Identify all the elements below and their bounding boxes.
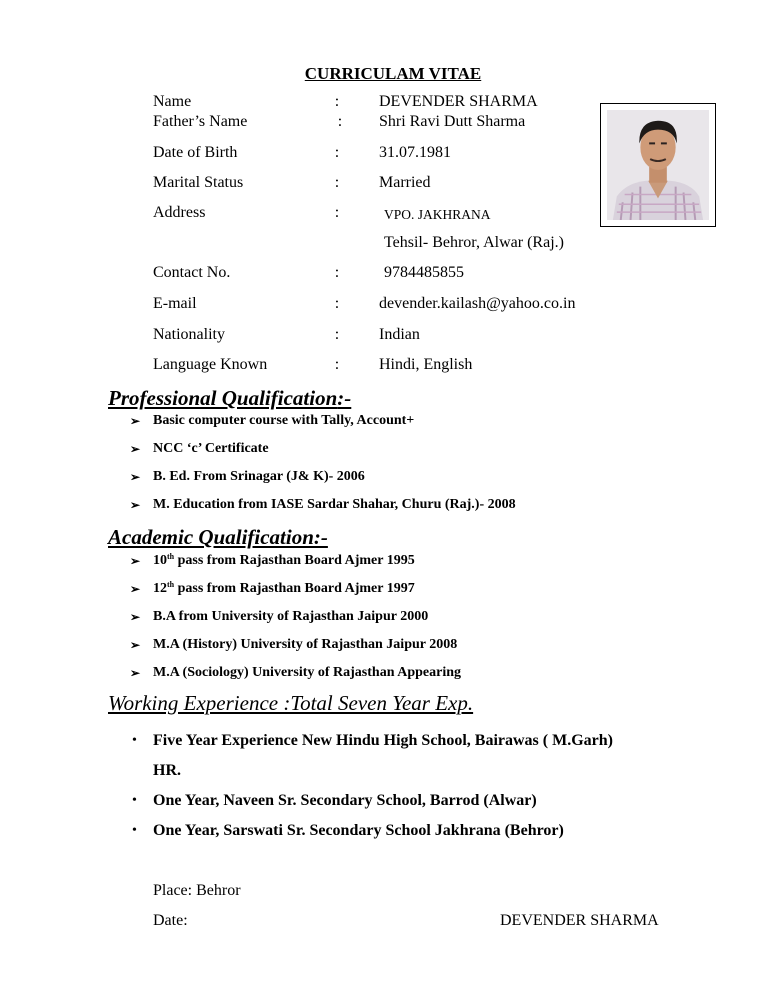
professional-item: NCC ‘c’ Certificate <box>153 441 269 456</box>
arrow-bullet-icon: ➢ <box>130 582 141 596</box>
colon: : <box>334 204 340 221</box>
experience-item: One Year, Naveen Sr. Secondary School, Barrod (Alwar) <box>153 792 537 809</box>
arrow-bullet-icon: ➢ <box>130 414 141 428</box>
academic-item-text: pass from Rajasthan Board Ajmer 1995 <box>174 553 415 568</box>
date: Date: <box>153 912 188 929</box>
professional-item: M. Education from IASE Sardar Shahar, Churu (Raj.)- 2008 <box>153 497 516 512</box>
name-value: DEVENDER SHARMA <box>379 93 538 110</box>
colon: : <box>334 174 340 191</box>
bullet-icon: • <box>132 823 137 838</box>
nationality-value: Indian <box>379 326 420 343</box>
address-line-1: VPO. JAKHRANA <box>384 207 491 222</box>
marital-status-label: Marital Status <box>153 174 244 191</box>
bullet-icon: • <box>132 793 137 808</box>
professional-item: B. Ed. From Srinagar (J& K)- 2006 <box>153 469 365 484</box>
arrow-bullet-icon: ➢ <box>130 498 141 512</box>
heading-suffix: :- <box>337 386 352 410</box>
contact-value: 9784485855 <box>384 264 464 281</box>
working-experience-heading: Working Experience :Total Seven Year Exp. <box>108 691 474 715</box>
academic-item: B.A from University of Rajasthan Jaipur 2000 <box>153 609 429 624</box>
arrow-bullet-icon: ➢ <box>130 470 141 484</box>
father-name-label: Father’s Name <box>153 113 248 130</box>
colon: : <box>337 113 343 130</box>
father-name-value: Shri Ravi Dutt Sharma <box>379 113 526 130</box>
email-value: devender.kailash@yahoo.co.in <box>379 295 576 312</box>
address-line-2: Tehsil- Behror, Alwar (Raj.) <box>384 234 564 251</box>
academic-item: M.A (History) University of Rajasthan Jaipur 2008 <box>153 637 458 652</box>
colon: : <box>334 93 340 110</box>
address-label: Address <box>153 204 206 221</box>
academic-item <box>153 552 415 570</box>
person-photo-icon <box>607 110 709 220</box>
academic-qualification-heading: Academic Qualification:- <box>108 525 328 549</box>
email-label: E-mail <box>153 295 197 312</box>
colon: : <box>334 264 340 281</box>
marital-status-value: Married <box>379 174 431 191</box>
dob-value: 31.07.1981 <box>379 144 451 161</box>
ordinal-suffix: th <box>167 580 175 589</box>
colon: : <box>334 356 340 373</box>
academic-item: M.A (Sociology) University of Rajasthan Appearing <box>153 665 461 680</box>
arrow-bullet-icon: ➢ <box>130 610 141 624</box>
contact-label: Contact No. <box>153 264 231 281</box>
document-title: CURRICULAM VITAE <box>304 64 482 83</box>
bullet-icon: • <box>132 733 137 748</box>
heading-text: Professional Qualification <box>108 386 338 410</box>
place: Place: Behror <box>153 882 241 899</box>
arrow-bullet-icon: ➢ <box>130 638 141 652</box>
ordinal-suffix: th <box>167 552 175 561</box>
academic-item-number: 10 <box>153 553 167 568</box>
signature-name: DEVENDER SHARMA <box>500 912 659 929</box>
academic-item <box>153 580 415 598</box>
experience-item: One Year, Sarswati Sr. Secondary School Jakhrana (Behror) <box>153 822 564 839</box>
language-value: Hindi, English <box>379 356 473 373</box>
dob-label: Date of Birth <box>153 144 238 161</box>
profile-photo <box>600 103 716 227</box>
arrow-bullet-icon: ➢ <box>130 442 141 456</box>
nationality-label: Nationality <box>153 326 225 343</box>
arrow-bullet-icon: ➢ <box>130 666 141 680</box>
professional-item: Basic computer course with Tally, Account+ <box>153 413 415 428</box>
colon: : <box>334 326 340 343</box>
experience-item-continued: HR. <box>153 762 181 779</box>
colon: : <box>334 295 340 312</box>
name-label: Name <box>153 93 192 110</box>
language-label: Language Known <box>153 356 268 373</box>
arrow-bullet-icon: ➢ <box>130 554 141 568</box>
experience-item: Five Year Experience New Hindu High School, Bairawas ( M.Garh) <box>153 732 613 749</box>
academic-item-text: pass from Rajasthan Board Ajmer 1997 <box>174 581 415 596</box>
academic-item-number: 12 <box>153 581 167 596</box>
colon: : <box>334 144 340 161</box>
professional-qualification-heading <box>108 386 351 411</box>
